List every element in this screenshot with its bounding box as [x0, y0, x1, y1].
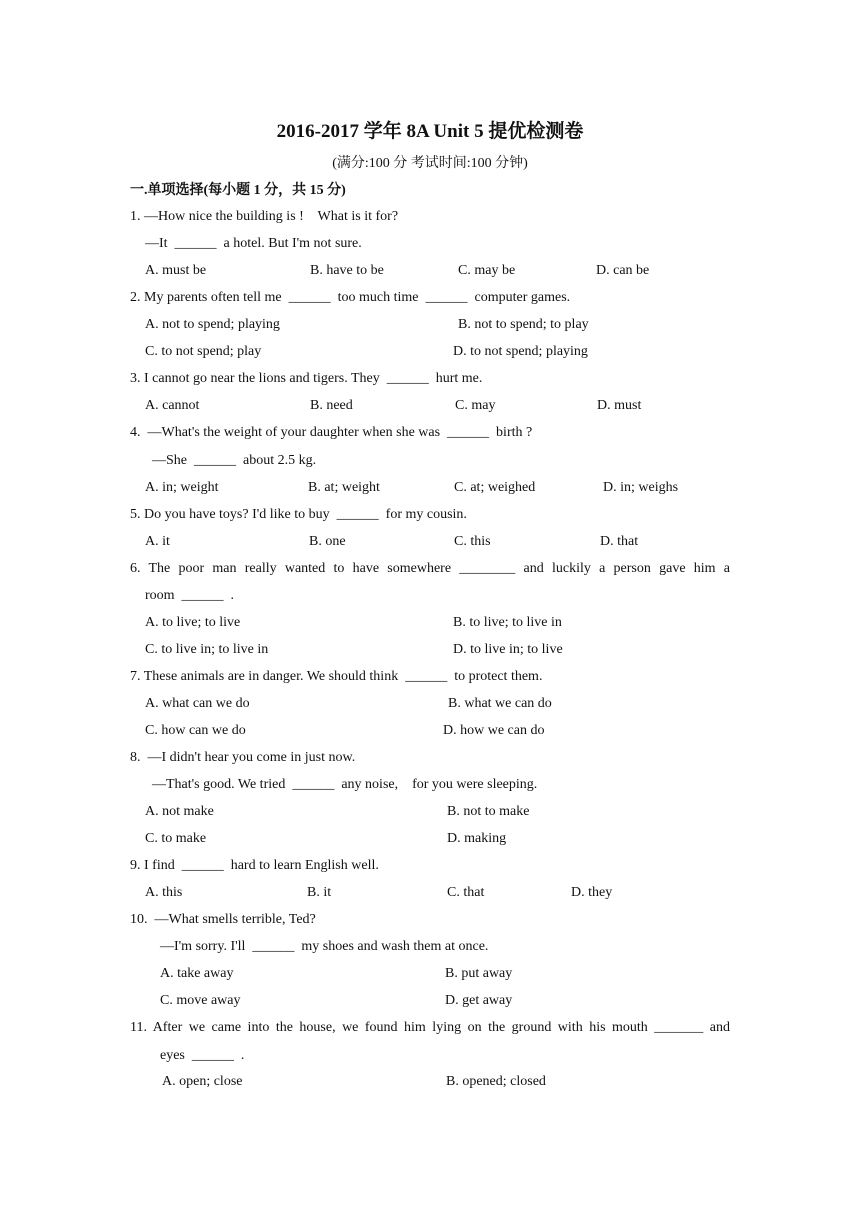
question-9-option-a: A. this — [145, 885, 183, 900]
question-8-stem: 8. —I didn't hear you come in just now. — [130, 750, 356, 765]
question-7-option-b: B. what we can do — [448, 696, 552, 711]
question-2-option-c: C. to not spend; play — [145, 344, 262, 359]
question-7-stem: 7. These animals are in danger. We should think ______ to protect them. — [130, 669, 543, 684]
question-5-option-b: B. one — [309, 534, 346, 549]
question-6-option-b: B. to live; to live in — [453, 615, 562, 630]
question-4-stem: 4. —What's the weight of your daughter when she was ______ birth ? — [130, 425, 533, 440]
question-11-option-b: B. opened; closed — [446, 1074, 546, 1089]
page-title: 2016-2017 学年 8A Unit 5 提优检测卷 — [276, 121, 584, 142]
question-2-option-b: B. not to spend; to play — [458, 317, 589, 332]
question-2-option-d: D. to not spend; playing — [453, 344, 588, 359]
question-9-stem: 9. I find ______ hard to learn English well. — [130, 858, 379, 873]
question-4-option-b: B. at; weight — [308, 480, 380, 495]
question-5-option-d: D. that — [600, 534, 639, 549]
question-10-reply: —I'm sorry. I'll ______ my shoes and wash them at once. — [160, 939, 489, 954]
question-8-option-c: C. to make — [145, 831, 207, 846]
question-7-option-a: A. what can we do — [145, 696, 250, 711]
question-3-option-d: D. must — [597, 398, 642, 413]
question-6-option-d: D. to live in; to live — [453, 642, 563, 657]
question-5-option-c: C. this — [454, 534, 491, 549]
question-6-stem-cont: room ______ . — [145, 588, 235, 603]
question-10-option-b: B. put away — [445, 966, 513, 981]
question-7-option-d: D. how we can do — [443, 723, 545, 738]
question-1-option-a: A. must be — [145, 263, 207, 278]
question-1-stem: 1. —How nice the building is ! What is it for? — [130, 209, 399, 224]
question-8-option-b: B. not to make — [447, 804, 530, 819]
question-8-option-a: A. not make — [145, 804, 214, 819]
question-7-option-c: C. how can we do — [145, 723, 246, 738]
question-4-option-d: D. in; weighs — [603, 480, 679, 495]
exam-info: (满分:100 分 考试时间:100 分钟) — [332, 156, 528, 171]
question-10-option-c: C. move away — [160, 993, 241, 1008]
question-3-option-c: C. may — [455, 398, 496, 413]
question-6-stem: 6. The poor man really wanted to have somewhere ________ and luckily a person gave him a — [130, 561, 730, 576]
question-9-option-c: C. that — [447, 885, 485, 900]
question-8-option-d: D. making — [447, 831, 507, 846]
question-6-option-c: C. to live in; to live in — [145, 642, 269, 657]
question-2-option-a: A. not to spend; playing — [145, 317, 280, 332]
question-3-stem: 3. I cannot go near the lions and tigers. They ______ hurt me. — [130, 371, 483, 386]
question-3-option-a: A. cannot — [145, 398, 200, 413]
question-8-reply: —That's good. We tried ______ any noise, for you were sleeping. — [152, 777, 538, 792]
question-4-reply: —She ______ about 2.5 kg. — [152, 453, 317, 468]
question-9-option-b: B. it — [307, 885, 332, 900]
question-9-option-d: D. they — [571, 885, 613, 900]
question-4-option-c: C. at; weighed — [454, 480, 536, 495]
question-11-option-a: A. open; close — [162, 1074, 243, 1089]
question-2-stem: 2. My parents often tell me ______ too much time ______ computer games. — [130, 290, 571, 305]
question-3-option-b: B. need — [310, 398, 353, 413]
question-11-stem: 11. After we came into the house, we found him lying on the ground with his mouth _______ and — [130, 1020, 730, 1035]
question-10-stem: 10. —What smells terrible, Ted? — [130, 912, 316, 927]
question-10-option-d: D. get away — [445, 993, 513, 1008]
question-5-stem: 5. Do you have toys? I'd like to buy ______ for my cousin. — [130, 507, 467, 522]
question-10-option-a: A. take away — [160, 966, 234, 981]
question-5-option-a: A. it — [145, 534, 170, 549]
question-11-stem-cont: eyes ______ . — [160, 1048, 245, 1063]
question-1-option-d: D. can be — [596, 263, 650, 278]
question-4-option-a: A. in; weight — [145, 480, 219, 495]
question-1-option-b: B. have to be — [310, 263, 384, 278]
question-6-option-a: A. to live; to live — [145, 615, 241, 630]
section-heading: 一.单项选择(每小题 1 分，共 15 分) — [130, 183, 346, 198]
question-1-option-c: C. may be — [458, 263, 516, 278]
question-1-reply: —It ______ a hotel. But I'm not sure. — [145, 236, 362, 251]
